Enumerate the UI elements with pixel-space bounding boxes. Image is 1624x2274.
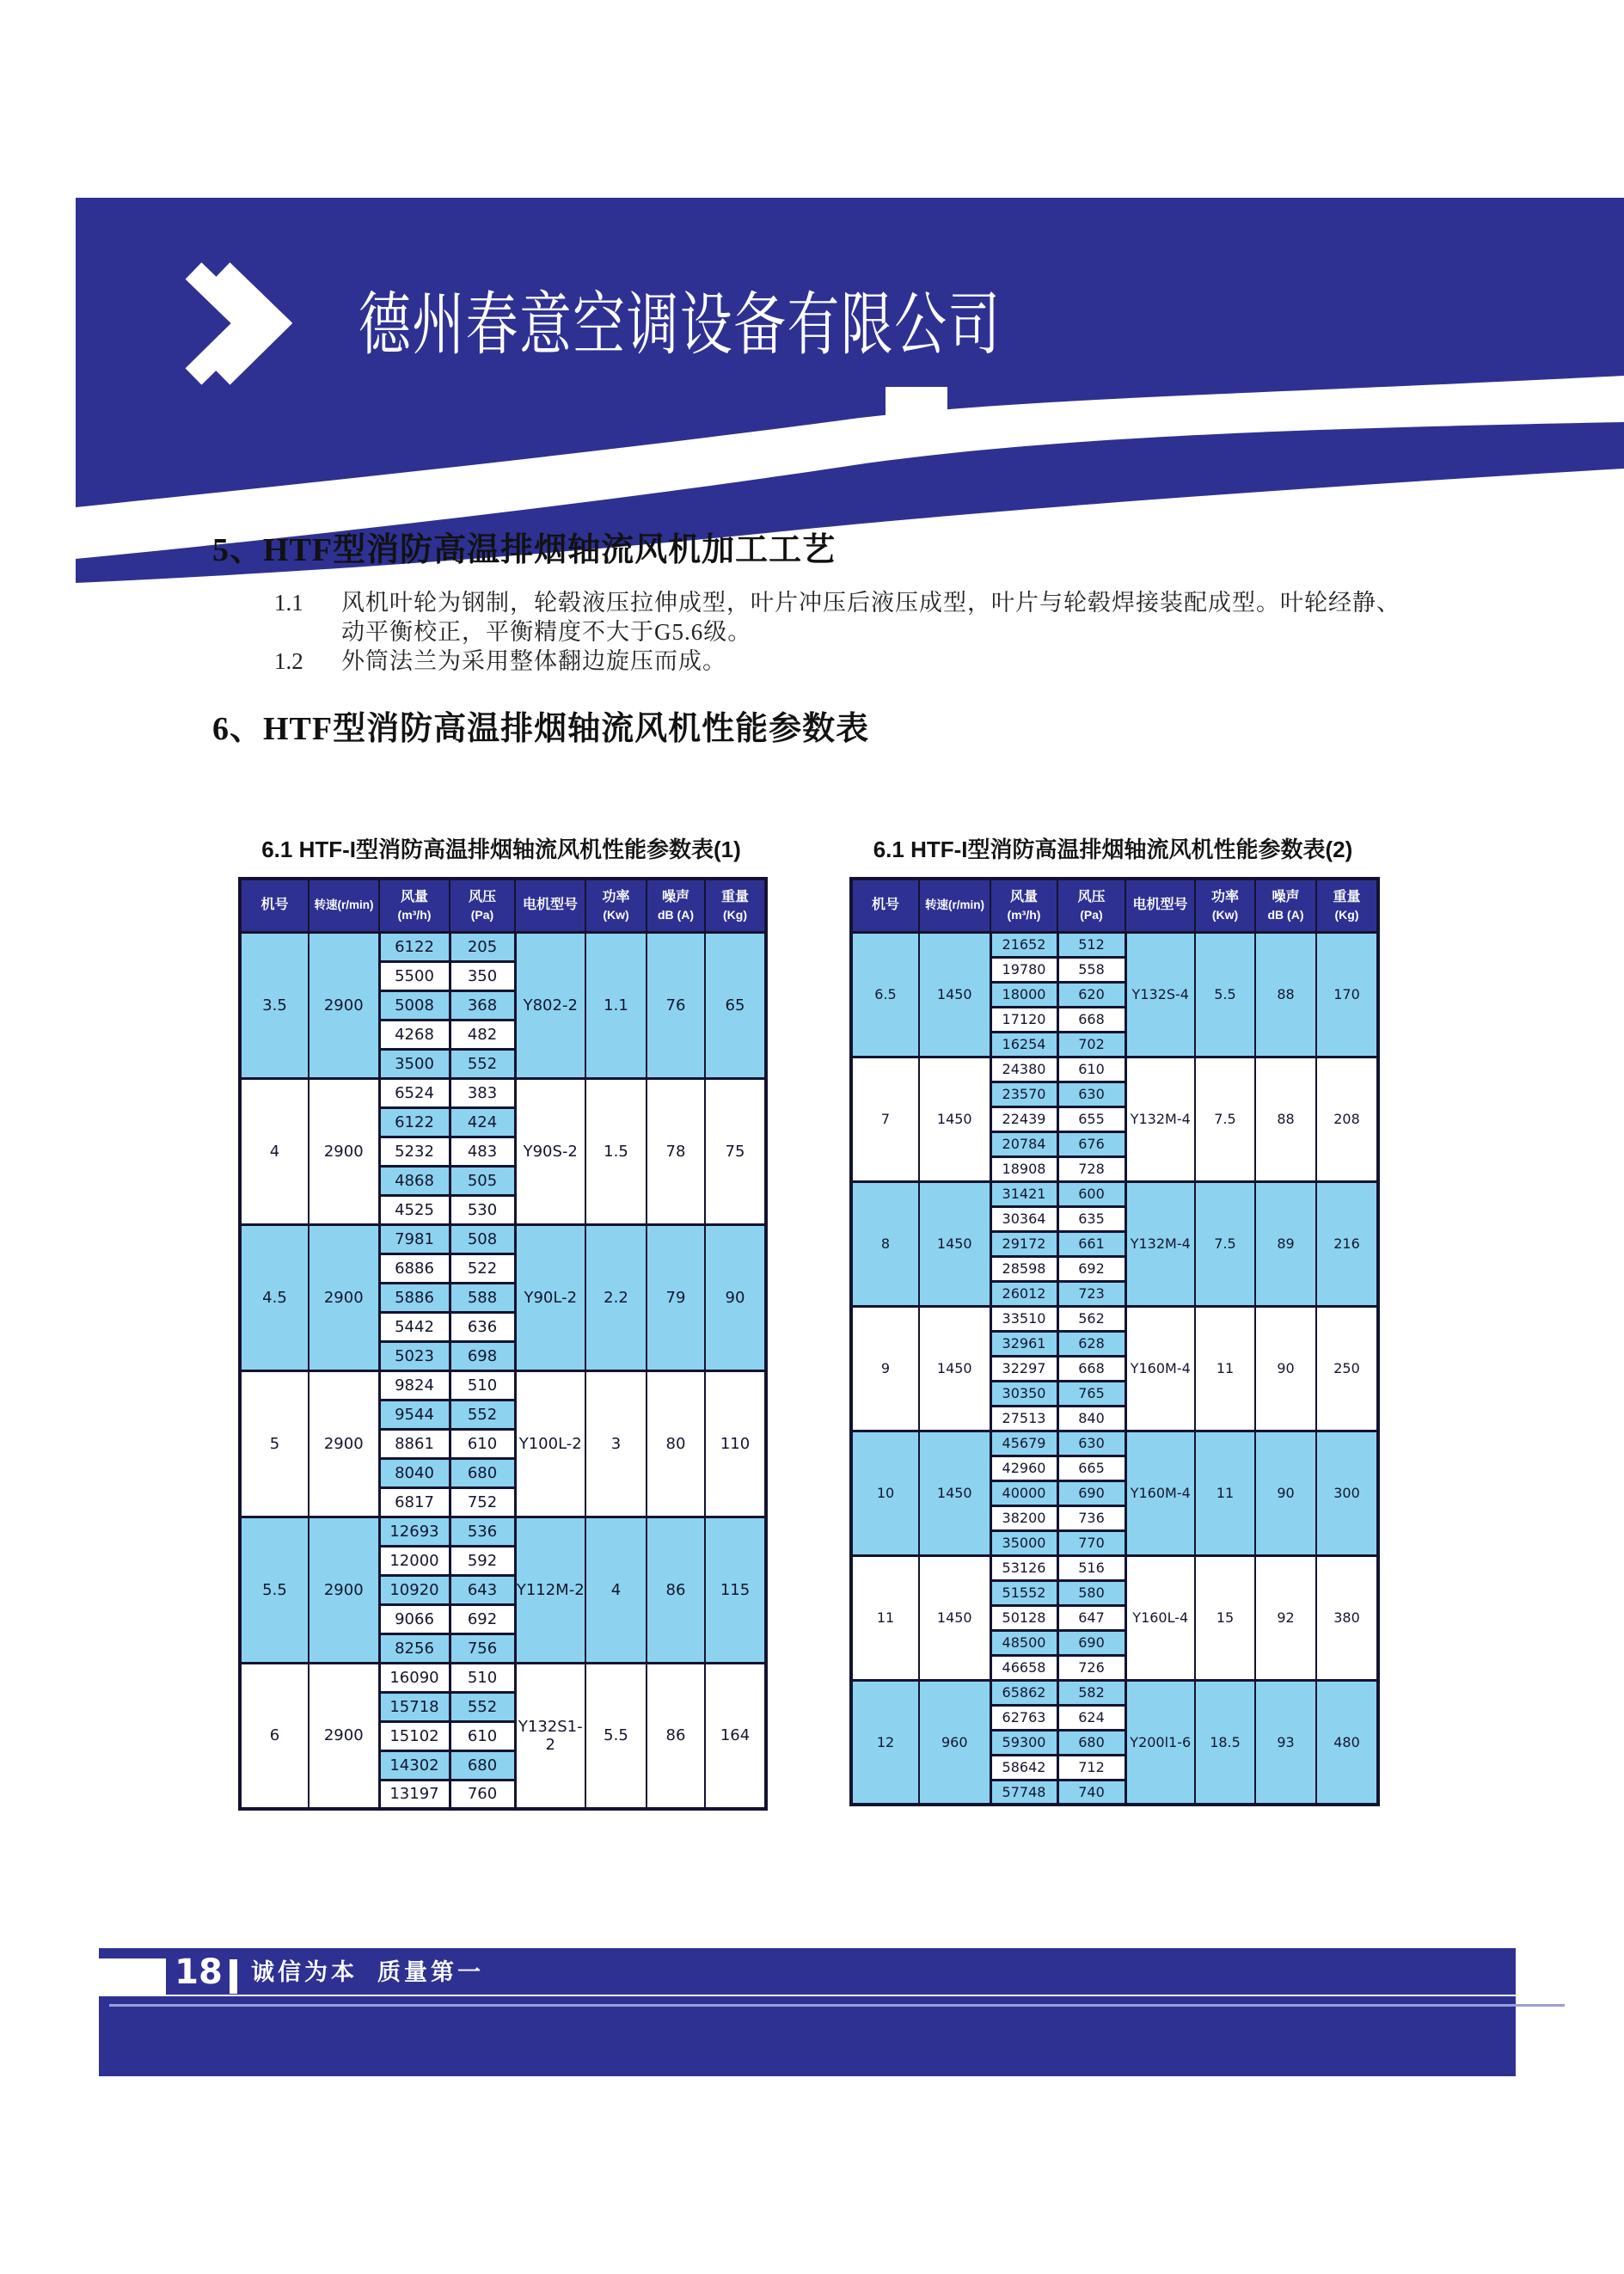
- cell-pressure: 562: [1057, 1306, 1125, 1331]
- cell-pressure: 661: [1057, 1231, 1125, 1256]
- cell-speed: 2900: [309, 1224, 379, 1370]
- cell-pressure: 610: [1057, 1057, 1125, 1082]
- cell-flow: 15718: [379, 1692, 450, 1721]
- table-1-title: 6.1 HTF-I型消防高温排烟轴流风机性能参数表(1): [261, 837, 741, 862]
- cell-pressure: 760: [450, 1780, 515, 1809]
- cell-pressure: 510: [450, 1370, 515, 1400]
- cell-motor: Y100L-2: [515, 1370, 585, 1517]
- cell-pressure: 588: [450, 1283, 515, 1312]
- cell-pressure: 680: [1057, 1730, 1125, 1755]
- cell-pressure: 600: [1057, 1181, 1125, 1206]
- cell-pressure: 728: [1057, 1156, 1125, 1181]
- cell-flow: 28598: [990, 1256, 1057, 1281]
- cell-pressure: 723: [1057, 1281, 1125, 1306]
- cell-flow: 62763: [990, 1705, 1057, 1730]
- cell-weight: 164: [705, 1663, 766, 1809]
- cell-pressure: 630: [1057, 1431, 1125, 1456]
- cell-motor: Y160L-4: [1125, 1555, 1195, 1680]
- cell-flow: 57748: [990, 1780, 1057, 1805]
- cell-model: 10: [851, 1431, 919, 1555]
- item-line: 外筒法兰为采用整体翻边旋压而成。: [341, 648, 726, 674]
- cell-power: 15: [1195, 1555, 1255, 1680]
- cell-flow: 18000: [990, 982, 1057, 1007]
- cell-flow: 45679: [990, 1431, 1057, 1456]
- cell-motor: Y112M-2: [515, 1517, 585, 1663]
- item-number-spacer: [274, 617, 341, 647]
- cell-flow: 29172: [990, 1231, 1057, 1256]
- cell-weight: 115: [705, 1517, 766, 1663]
- cell-pressure: 368: [450, 990, 515, 1020]
- cell-weight: 65: [705, 932, 766, 1078]
- cell-pressure: 840: [1057, 1406, 1125, 1431]
- cell-flow: 8040: [379, 1458, 450, 1487]
- cell-flow: 19780: [990, 957, 1057, 982]
- cell-flow: 6524: [379, 1078, 450, 1107]
- cell-pressure: 736: [1057, 1505, 1125, 1530]
- cell-pressure: 770: [1057, 1530, 1125, 1555]
- cell-flow: 50128: [990, 1605, 1057, 1630]
- cell-speed: 1450: [919, 1057, 990, 1181]
- col-header-1: 转速(r/min): [309, 879, 379, 932]
- cell-motor: Y90S-2: [515, 1078, 585, 1224]
- cell-flow: 9544: [379, 1400, 450, 1429]
- col-header-0: 机号: [240, 879, 309, 932]
- cell-power: 11: [1195, 1431, 1255, 1555]
- performance-data-table: [238, 877, 768, 1811]
- cell-pressure: 740: [1057, 1780, 1125, 1805]
- cell-pressure: 702: [1057, 1032, 1125, 1057]
- cell-noise: 92: [1255, 1555, 1316, 1680]
- cell-flow: 53126: [990, 1555, 1057, 1580]
- col-header-0: 机号: [851, 879, 919, 932]
- cell-flow: 40000: [990, 1480, 1057, 1505]
- col-header-5: 功率 (Kw): [585, 879, 647, 932]
- cell-pressure: 516: [1057, 1555, 1125, 1580]
- cell-pressure: 690: [1057, 1480, 1125, 1505]
- cell-power: 11: [1195, 1306, 1255, 1431]
- cell-weight: 110: [705, 1370, 766, 1517]
- cell-speed: 2900: [309, 1663, 379, 1809]
- cell-model: 8: [851, 1181, 919, 1306]
- cell-model: 11: [851, 1555, 919, 1680]
- cell-noise: 88: [1255, 1057, 1316, 1181]
- col-header-7: 重量 (Kg): [705, 879, 766, 932]
- cell-flow: 12000: [379, 1546, 450, 1575]
- cell-pressure: 752: [450, 1487, 515, 1517]
- cell-flow: 5008: [379, 990, 450, 1020]
- cell-flow: 46658: [990, 1655, 1057, 1680]
- cell-model: 4.5: [240, 1224, 309, 1370]
- header-swoosh-step: [886, 387, 947, 416]
- col-header-2: 风量 (m³/h): [379, 879, 450, 932]
- cell-motor: Y802-2: [515, 932, 585, 1078]
- cell-flow: 26012: [990, 1281, 1057, 1306]
- cell-pressure: 510: [450, 1663, 515, 1692]
- cell-flow: 9066: [379, 1604, 450, 1633]
- cell-pressure: 636: [450, 1312, 515, 1341]
- list-item: [274, 617, 1418, 647]
- performance-table-1: [238, 831, 764, 1811]
- cell-motor: Y90L-2: [515, 1224, 585, 1370]
- cell-flow: 6122: [379, 1107, 450, 1137]
- cell-model: 9: [851, 1306, 919, 1431]
- cell-speed: 960: [919, 1680, 990, 1805]
- cell-noise: 90: [1255, 1306, 1316, 1431]
- cell-flow: 32297: [990, 1356, 1057, 1381]
- cell-pressure: 383: [450, 1078, 515, 1107]
- cell-pressure: 630: [1057, 1082, 1125, 1106]
- cell-model: 5.5: [240, 1517, 309, 1663]
- cell-noise: 79: [647, 1224, 705, 1370]
- cell-pressure: 698: [450, 1341, 515, 1370]
- cell-pressure: 712: [1057, 1755, 1125, 1780]
- cell-pressure: 592: [450, 1546, 515, 1575]
- list-item: [274, 647, 1418, 676]
- cell-flow: 7981: [379, 1224, 450, 1253]
- cell-noise: 86: [647, 1663, 705, 1809]
- cell-model: 6.5: [851, 932, 919, 1057]
- cell-flow: 42960: [990, 1456, 1057, 1480]
- cell-motor: Y132M-4: [1125, 1181, 1195, 1306]
- cell-flow: 38200: [990, 1505, 1057, 1530]
- cell-power: 1.5: [585, 1078, 647, 1224]
- cell-power: 1.1: [585, 932, 647, 1078]
- cell-noise: 88: [1255, 932, 1316, 1057]
- table-2-host: [849, 877, 1376, 1806]
- cell-flow: 59300: [990, 1730, 1057, 1755]
- cell-speed: 1450: [919, 932, 990, 1057]
- cell-pressure: 508: [450, 1224, 515, 1253]
- col-header-3: 风压 (Pa): [1057, 879, 1125, 932]
- cell-flow: 8861: [379, 1429, 450, 1458]
- cell-flow: 27513: [990, 1406, 1057, 1431]
- cell-flow: 30350: [990, 1381, 1057, 1406]
- cell-motor: Y132S-4: [1125, 932, 1195, 1057]
- cell-pressure: 756: [450, 1633, 515, 1663]
- footer-notch: [99, 1958, 166, 1995]
- cell-speed: 1450: [919, 1555, 990, 1680]
- cell-pressure: 690: [1057, 1630, 1125, 1655]
- col-header-2: 风量 (m³/h): [990, 879, 1057, 932]
- cell-pressure: 610: [450, 1429, 515, 1458]
- cell-flow: 23570: [990, 1082, 1057, 1106]
- cell-power: 3: [585, 1370, 647, 1517]
- cell-flow: 58642: [990, 1755, 1057, 1780]
- cell-pressure: 512: [1057, 932, 1125, 957]
- cell-motor: Y160M-4: [1125, 1431, 1195, 1555]
- cell-pressure: 580: [1057, 1580, 1125, 1605]
- section-5-items: [274, 588, 1418, 676]
- cell-pressure: 483: [450, 1137, 515, 1166]
- cell-noise: 86: [647, 1517, 705, 1663]
- cell-noise: 78: [647, 1078, 705, 1224]
- cell-flow: 24380: [990, 1057, 1057, 1082]
- cell-flow: 6122: [379, 932, 450, 961]
- cell-pressure: 680: [450, 1750, 515, 1780]
- cell-pressure: 647: [1057, 1605, 1125, 1630]
- cell-model: 5: [240, 1370, 309, 1517]
- cell-model: 12: [851, 1680, 919, 1805]
- cell-power: 7.5: [1195, 1181, 1255, 1306]
- footer-accent-line: [109, 2004, 1565, 2007]
- cell-speed: 2900: [309, 932, 379, 1078]
- cell-pressure: 635: [1057, 1206, 1125, 1231]
- cell-noise: 76: [647, 932, 705, 1078]
- cell-speed: 1450: [919, 1431, 990, 1555]
- col-header-1: 转速(r/min): [919, 879, 990, 932]
- cell-pressure: 205: [450, 932, 515, 961]
- cell-model: 4: [240, 1078, 309, 1224]
- cell-flow: 8256: [379, 1633, 450, 1663]
- cell-pressure: 522: [450, 1253, 515, 1283]
- cell-flow: 20784: [990, 1131, 1057, 1156]
- cell-flow: 5232: [379, 1137, 450, 1166]
- col-header-6: 噪声 dB (A): [647, 879, 705, 932]
- cell-weight: 170: [1316, 932, 1378, 1057]
- col-header-3: 风压 (Pa): [450, 879, 515, 932]
- cell-motor: Y132M-4: [1125, 1057, 1195, 1181]
- cell-pressure: 505: [450, 1166, 515, 1195]
- cell-flow: 48500: [990, 1630, 1057, 1655]
- cell-weight: 75: [705, 1078, 766, 1224]
- section-6-heading: 6、HTF型消防高温排烟轴流风机性能参数表: [212, 711, 870, 747]
- cell-flow: 13197: [379, 1780, 450, 1809]
- cell-model: 6: [240, 1663, 309, 1809]
- performance-table-2: [849, 831, 1376, 1806]
- cell-weight: 300: [1316, 1431, 1378, 1555]
- cell-power: 5.5: [1195, 932, 1255, 1057]
- cell-flow: 32961: [990, 1331, 1057, 1356]
- cell-speed: 1450: [919, 1181, 990, 1306]
- col-header-4: 电机型号: [1125, 879, 1195, 932]
- cell-noise: 89: [1255, 1181, 1316, 1306]
- cell-flow: 33510: [990, 1306, 1057, 1331]
- cell-flow: 9824: [379, 1370, 450, 1400]
- cell-flow: 10920: [379, 1575, 450, 1604]
- cell-noise: 90: [1255, 1431, 1316, 1555]
- cell-pressure: 558: [1057, 957, 1125, 982]
- cell-flow: 31421: [990, 1181, 1057, 1206]
- cell-pressure: 676: [1057, 1131, 1125, 1156]
- cell-flow: 30364: [990, 1206, 1057, 1231]
- footer-slogan: 诚信为本 质量第一: [251, 1959, 485, 1985]
- cell-flow: 4868: [379, 1166, 450, 1195]
- cell-power: 2.2: [585, 1224, 647, 1370]
- cell-flow: 16254: [990, 1032, 1057, 1057]
- cell-pressure: 628: [1057, 1331, 1125, 1356]
- cell-pressure: 530: [450, 1195, 515, 1224]
- cell-pressure: 552: [450, 1692, 515, 1721]
- cell-weight: 208: [1316, 1057, 1378, 1181]
- performance-data-table: [849, 877, 1380, 1806]
- cell-flow: 14302: [379, 1750, 450, 1780]
- table-2-title: 6.1 HTF-I型消防高温排烟轴流风机性能参数表(2): [873, 837, 1353, 862]
- cell-pressure: 680: [450, 1458, 515, 1487]
- cell-pressure: 552: [450, 1049, 515, 1078]
- footer-bottom-block: [99, 1996, 1516, 2076]
- cell-flow: 4525: [379, 1195, 450, 1224]
- cell-flow: 65862: [990, 1680, 1057, 1705]
- cell-pressure: 665: [1057, 1456, 1125, 1480]
- cell-speed: 2900: [309, 1078, 379, 1224]
- cell-flow: 16090: [379, 1663, 450, 1692]
- col-header-6: 噪声 dB (A): [1255, 879, 1316, 932]
- cell-flow: 6886: [379, 1253, 450, 1283]
- col-header-4: 电机型号: [515, 879, 585, 932]
- cell-pressure: 668: [1057, 1007, 1125, 1032]
- cell-flow: 18908: [990, 1156, 1057, 1181]
- cell-power: 4: [585, 1517, 647, 1663]
- cell-flow: 35000: [990, 1530, 1057, 1555]
- cell-pressure: 424: [450, 1107, 515, 1137]
- cell-pressure: 536: [450, 1517, 515, 1546]
- cell-pressure: 668: [1057, 1356, 1125, 1381]
- cell-pressure: 552: [450, 1400, 515, 1429]
- cell-weight: 380: [1316, 1555, 1378, 1680]
- cell-speed: 1450: [919, 1306, 990, 1431]
- footer-separator-bar: [230, 1959, 237, 1994]
- table-1-host: [238, 877, 764, 1811]
- cell-weight: 90: [705, 1224, 766, 1370]
- cell-flow: 21652: [990, 932, 1057, 957]
- cell-flow: 5023: [379, 1341, 450, 1370]
- cell-pressure: 655: [1057, 1106, 1125, 1131]
- col-header-7: 重量 (Kg): [1316, 879, 1378, 932]
- cell-weight: 250: [1316, 1306, 1378, 1431]
- cell-weight: 480: [1316, 1680, 1378, 1805]
- cell-power: 7.5: [1195, 1057, 1255, 1181]
- cell-pressure: 726: [1057, 1655, 1125, 1680]
- cell-flow: 5886: [379, 1283, 450, 1312]
- cell-power: 18.5: [1195, 1680, 1255, 1805]
- cell-pressure: 692: [450, 1604, 515, 1633]
- cell-motor: Y132S1-2: [515, 1663, 585, 1809]
- cell-weight: 216: [1316, 1181, 1378, 1306]
- cell-pressure: 765: [1057, 1381, 1125, 1406]
- company-name: 德州春意空调设备有限公司: [359, 286, 1002, 363]
- col-header-5: 功率 (Kw): [1195, 879, 1255, 932]
- cell-flow: 5500: [379, 961, 450, 990]
- page-number: 18: [175, 1952, 223, 1992]
- cell-noise: 80: [647, 1370, 705, 1517]
- cell-flow: 3500: [379, 1049, 450, 1078]
- cell-flow: 17120: [990, 1007, 1057, 1032]
- cell-flow: 12693: [379, 1517, 450, 1546]
- item-number: 1.2: [274, 648, 303, 674]
- cell-power: 5.5: [585, 1663, 647, 1809]
- cell-pressure: 643: [450, 1575, 515, 1604]
- cell-noise: 93: [1255, 1680, 1316, 1805]
- cell-motor: Y160M-4: [1125, 1306, 1195, 1431]
- cell-pressure: 610: [450, 1721, 515, 1750]
- cell-speed: 2900: [309, 1517, 379, 1663]
- cell-pressure: 692: [1057, 1256, 1125, 1281]
- list-item: [274, 588, 1418, 617]
- item-number: 1.1: [274, 590, 303, 616]
- cell-flow: 6817: [379, 1487, 450, 1517]
- cell-model: 7: [851, 1057, 919, 1181]
- cell-flow: 51552: [990, 1580, 1057, 1605]
- item-line: 动平衡校正，平衡精度不大于G5.6级。: [341, 619, 752, 645]
- cell-pressure: 350: [450, 961, 515, 990]
- cell-pressure: 482: [450, 1020, 515, 1049]
- item-line: 风机叶轮为钢制，轮毂液压拉伸成型，叶片冲压后液压成型，叶片与轮毂焊接装配成型。叶轮经静、: [341, 590, 1400, 616]
- cell-flow: 22439: [990, 1106, 1057, 1131]
- cell-motor: Y200l1-6: [1125, 1680, 1195, 1805]
- cell-flow: 5442: [379, 1312, 450, 1341]
- cell-model: 3.5: [240, 932, 309, 1078]
- cell-pressure: 624: [1057, 1705, 1125, 1730]
- cell-pressure: 620: [1057, 982, 1125, 1007]
- cell-speed: 2900: [309, 1370, 379, 1517]
- section-5-heading: 5、HTF型消防高温排烟轴流风机加工工艺: [212, 532, 837, 568]
- cell-pressure: 582: [1057, 1680, 1125, 1705]
- cell-flow: 15102: [379, 1721, 450, 1750]
- cell-flow: 4268: [379, 1020, 450, 1049]
